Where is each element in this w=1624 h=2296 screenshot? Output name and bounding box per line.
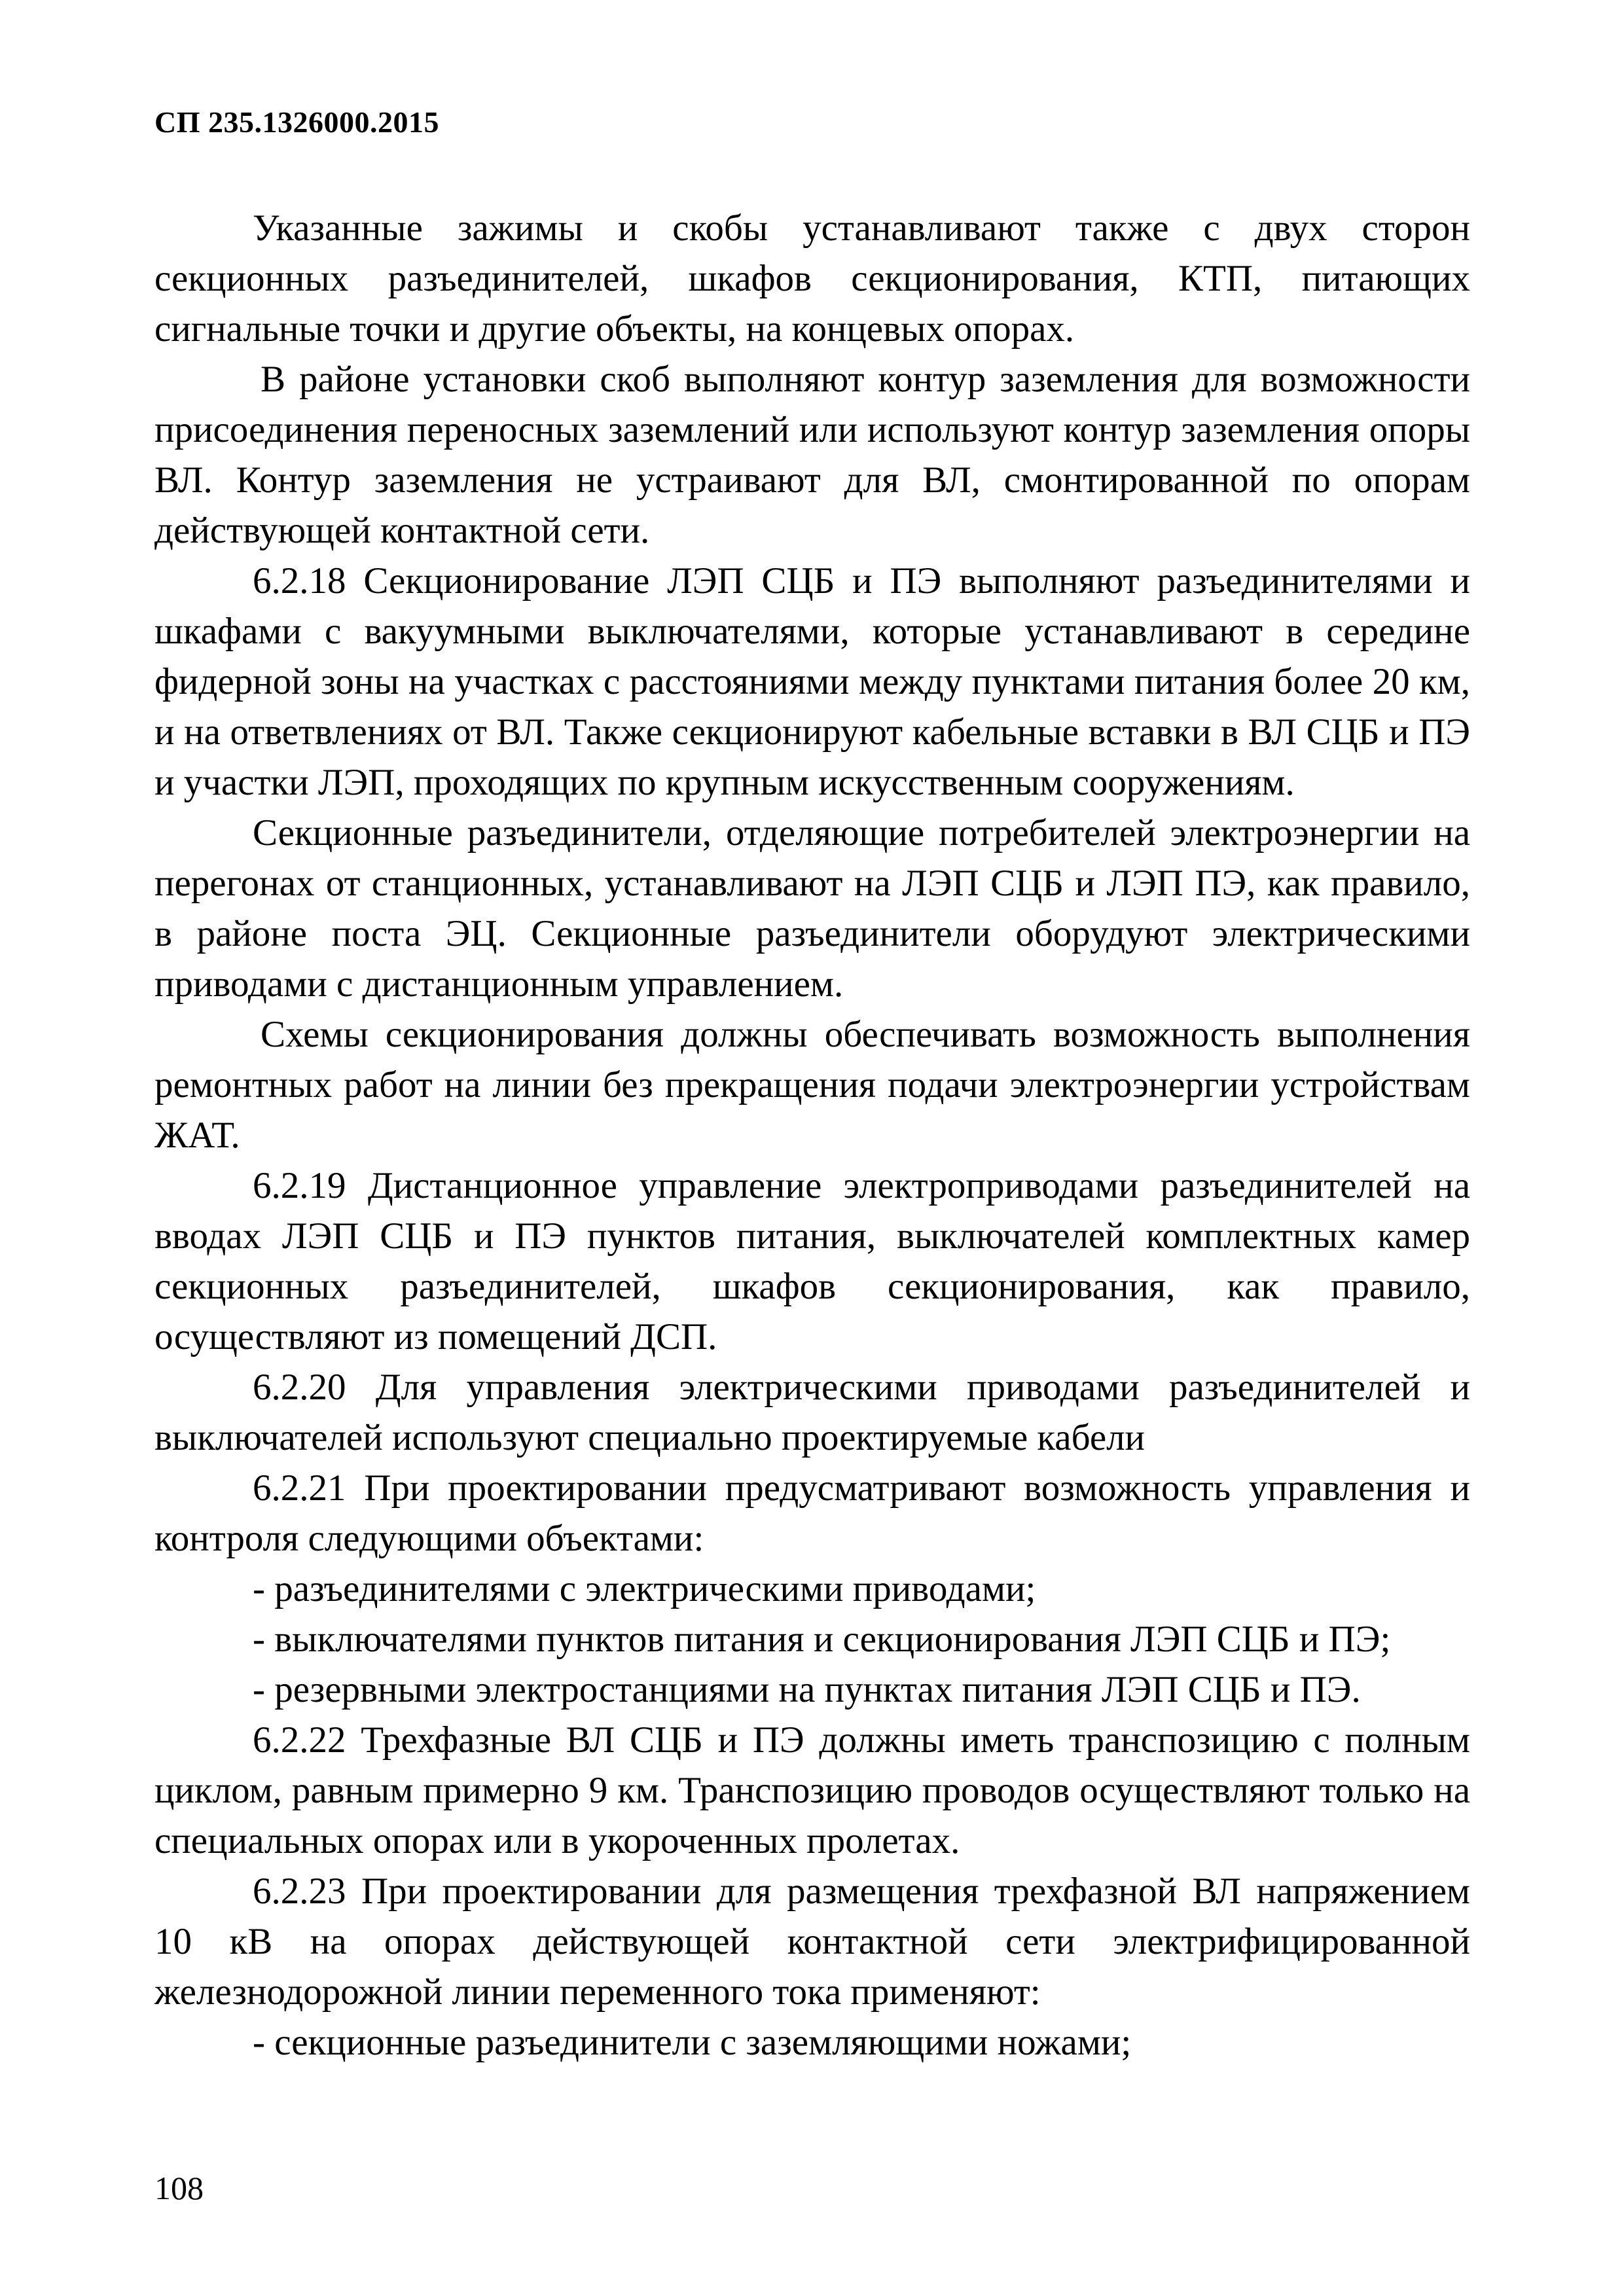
page-number: 108 [154, 2170, 204, 2206]
document-body [154, 203, 1470, 2068]
paragraph-section-disconnectors: Секционные разъединители, отделяющие потребителей электроэнергии на перегонах от станционных, устанавливают на ЛЭП СЦБ и ЛЭП ПЭ, как правило, в районе поста ЭЦ. Секционные разъединители оборудуют электрическими приводами с дистанционным управлением. [154, 812, 1470, 1005]
paragraph-6-2-22: 6.2.22 Трехфазные ВЛ СЦБ и ПЭ должны иметь транспозицию с полным циклом, равным примерно 9 км. Транспозицию проводов осуществляют только на специальных опорах или в укороченных пролетах. [154, 1719, 1470, 1861]
paragraph-grounding-contour: В районе установки скоб выполняют контур заземления для возможности присоединения переносных заземлений или используют контур заземления опоры ВЛ. Контур заземления не устраивают для ВЛ, смонтированной по опорам действующей контактной сети. [154, 359, 1470, 551]
paragraph-6-2-19: 6.2.19 Дистанционное управление электроприводами разъединителей на вводах ЛЭП СЦБ и ПЭ пунктов питания, выключателей комплектных камер секционных разъединителей, шкафов секционирования, как правило, осуществляют из помещений ДСП. [154, 1165, 1470, 1357]
document-code-header: СП 235.1326000.2015 [154, 105, 439, 139]
paragraph-6-2-21: 6.2.21 При проектировании предусматривают возможность управления и контроля следующими объектами: [154, 1467, 1470, 1559]
paragraph-6-2-18: 6.2.18 Секционирование ЛЭП СЦБ и ПЭ выполняют разъединителями и шкафами с вакуумными выключателями, которые устанавливают в середине фидерной зоны на участках с расстояниями между пунктами питания более 20 км, и на ответвлениях от ВЛ. Также секционируют кабельные вставки в ВЛ СЦБ и ПЭ и участки ЛЭП, проходящих по крупным искусственным сооружениям. [154, 560, 1470, 803]
paragraph-6-2-20: 6.2.20 Для управления электрическими приводами разъединителей и выключателей используют специально проектируемые кабели [154, 1367, 1470, 1458]
list-item: - выключателями пунктов питания и секционирования ЛЭП СЦБ и ПЭ; [253, 1619, 1391, 1660]
list-item: - разъединителями с электрическими приводами; [253, 1568, 1036, 1609]
list-item: - резервными электростанциями на пунктах питания ЛЭП СЦБ и ПЭ. [253, 1669, 1361, 1710]
paragraph-clamps-brackets: Указанные зажимы и скобы устанавливают также с двух сторон секционных разъединителей, шкафов секционирования, КТП, питающих сигнальные точки и другие объекты, на концевых опорах. [154, 207, 1470, 350]
paragraph-sectioning-schemes: Схемы секционирования должны обеспечивать возможность выполнения ремонтных работ на линии без прекращения подачи электроэнергии устройствам ЖАТ. [154, 1014, 1470, 1156]
paragraph-6-2-23: 6.2.23 При проектировании для размещения трехфазной ВЛ напряжением 10 кВ на опорах действующей контактной сети электрифицированной железнодорожной линии переменного тока применяют: [154, 1871, 1470, 2013]
list-item: - секционные разъединители с заземляющими ножами; [253, 2022, 1132, 2063]
